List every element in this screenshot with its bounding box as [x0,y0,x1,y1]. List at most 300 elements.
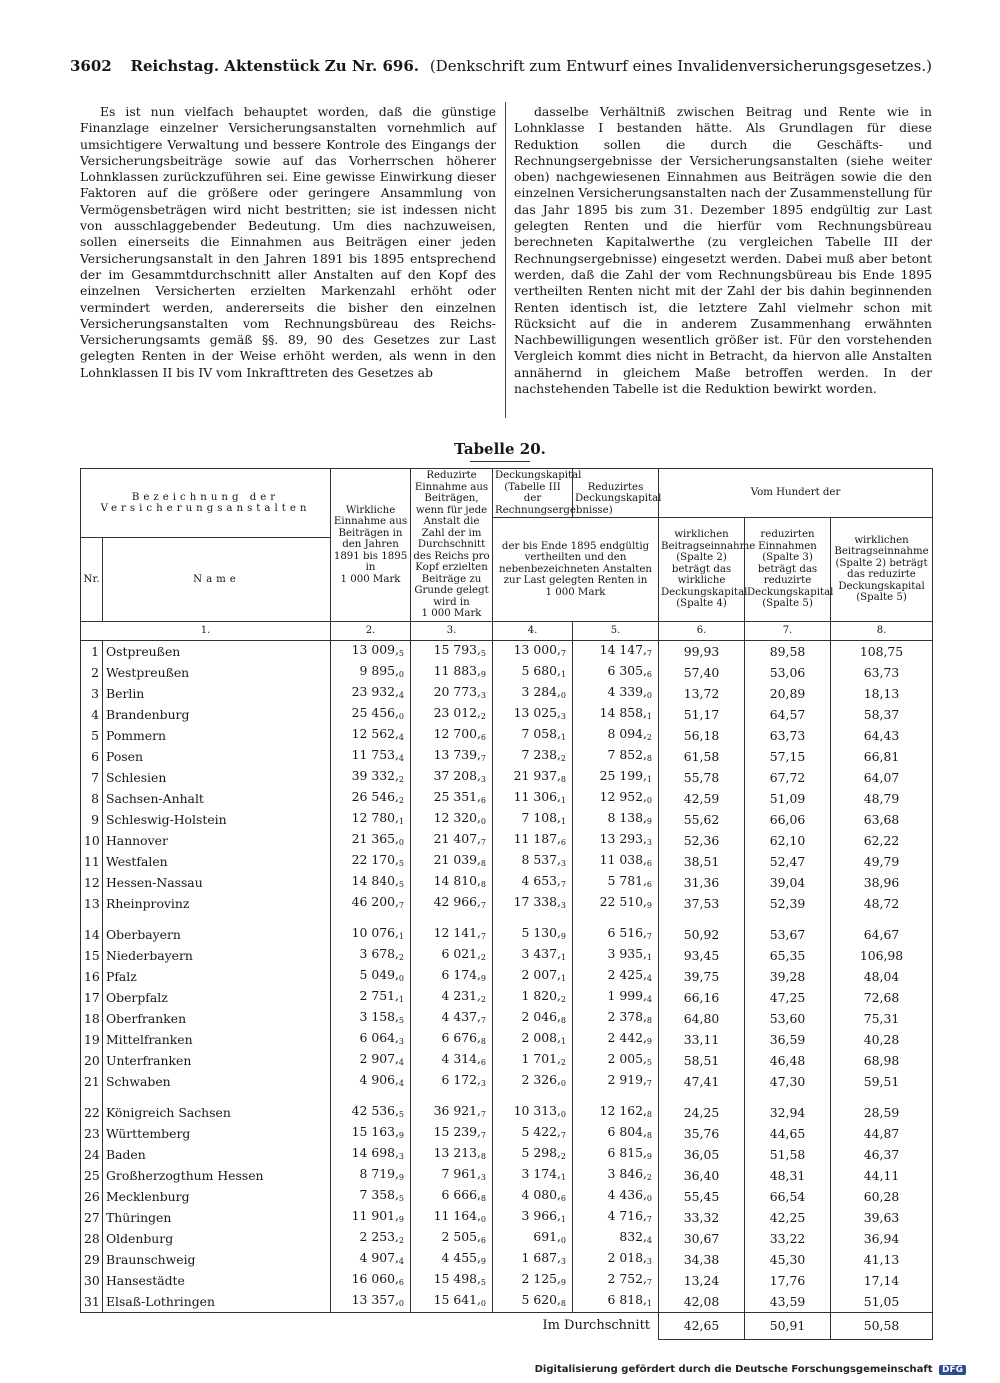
decimal-digit: 1 [560,669,567,679]
table-row [81,1050,933,1071]
cell-nr: 13 [81,893,103,914]
cell-c6: 33,11 [659,1029,745,1050]
average-row [81,1312,933,1339]
decimal-digit: 4 [398,1256,405,1266]
cell-c2: 2 $253,_2$ [331,1228,411,1249]
cell-c4: 1 $701,_2$ [493,1050,573,1071]
cell-c6: 42,08 [659,1291,745,1313]
cell-nr: 12 [81,872,103,893]
cell-c8: 46,37 [831,1144,933,1165]
average-c7: 50,91 [745,1312,831,1339]
cell-name: Württemberg [103,1123,331,1144]
cell-c7: 57,15 [745,746,831,767]
cell-c7: 51,58 [745,1144,831,1165]
header-subtitle: (Denkschrift zum Entwurf eines Invalidenversicherungsgesetzes.) [429,57,932,75]
cell-c2: 14 $840,_5$ [331,872,411,893]
cell-nr: 4 [81,704,103,725]
cell-c3: 15 $641,_0$ [411,1291,493,1313]
decimal-digit: 3 [480,690,487,700]
cell-c3: 15 $498,_5$ [411,1270,493,1291]
decimal-digit: 0 [398,711,405,721]
cell-c5: 8 $094,_2$ [573,725,659,746]
cell-c4: 7 $108,_1$ [493,809,573,830]
cell-c2: 14 $698,_3$ [331,1144,411,1165]
cell-name: Mittelfranken [103,1029,331,1050]
cell-c3: 6 $021,_2$ [411,945,493,966]
table-row [81,945,933,966]
cell-c8: 58,37 [831,704,933,725]
cell-nr: 18 [81,1008,103,1029]
cell-nr: 1 [81,640,103,662]
cell-nr: 29 [81,1249,103,1270]
decimal-digit: 3 [480,1078,487,1088]
column-divider [505,102,506,418]
decimal-digit: 4 [398,690,405,700]
cell-c6: 50,92 [659,924,745,945]
cell-c4: 21 $937,_8$ [493,767,573,788]
column-index: 5. [573,621,659,640]
column-index: 2. [331,621,411,640]
decimal-digit: 8 [646,1109,653,1119]
spacer-cell [411,1092,493,1102]
spacer-cell [831,914,933,924]
cell-c8: 48,04 [831,966,933,987]
decimal-digit: 2 [646,1172,653,1182]
cell-name: Sachsen-Anhalt [103,788,331,809]
cell-c3: 37 $208,_3$ [411,767,493,788]
cell-c5: 14 $858,_1$ [573,704,659,725]
decimal-digit: 7 [646,1214,653,1224]
cell-c8: 63,73 [831,662,933,683]
table-row [81,809,933,830]
decimal-digit: 0 [398,669,405,679]
cell-c5: 14 $147,_7$ [573,640,659,662]
decimal-digit: 4 [398,1078,405,1088]
spacer-cell [573,1092,659,1102]
decimal-digit: 2 [560,753,567,763]
cell-c7: 53,67 [745,924,831,945]
cell-c7: 45,30 [745,1249,831,1270]
cell-c7: 89,58 [745,640,831,662]
cell-name: Berlin [103,683,331,704]
cell-c7: 33,22 [745,1228,831,1249]
decimal-digit: 0 [560,1078,567,1088]
cell-c4: 3 $284,_0$ [493,683,573,704]
spacer-cell [659,1092,745,1102]
cell-c7: 67,72 [745,767,831,788]
decimal-digit: 9 [646,1151,653,1161]
decimal-digit: 4 [398,753,405,763]
table-body [81,621,933,1339]
cell-c4: 3 $174,_1$ [493,1165,573,1186]
cell-c6: 36,40 [659,1165,745,1186]
decimal-digit: 9 [560,931,567,941]
average-blank [81,1312,493,1339]
cell-c2: 26 $546,_2$ [331,788,411,809]
cell-c7: 39,04 [745,872,831,893]
decimal-digit: 4 [398,1057,405,1067]
spacer-cell [659,914,745,924]
cell-nr: 22 [81,1102,103,1123]
decimal-digit: 5 [398,879,405,889]
footer-credit [535,1364,966,1375]
decimal-digit: 7 [480,1015,487,1025]
cell-name: Braunschweig [103,1249,331,1270]
cell-c5: 4 $436,_0$ [573,1186,659,1207]
decimal-digit: 7 [398,900,405,910]
header-col45-text: der bis Ende 1895 endgültig vertheilten und den nebenbezeichneten Anstalten zur Last gelegten Renten in [499,540,652,586]
cell-nr: 9 [81,809,103,830]
header-col3-unit: 1 000 Mark [421,608,482,619]
decimal-digit: 0 [646,1193,653,1203]
table-row [81,725,933,746]
header-col6: wirklichen Beitragseinnahme (Spalte 2) beträgt das wirkliche Deckungskapital (Spalte 4) [659,518,745,622]
cell-c3: 6 $676,_8$ [411,1029,493,1050]
decimal-digit: 2 [646,732,653,742]
cell-c6: 93,45 [659,945,745,966]
cell-c4: 11 $187,_6$ [493,830,573,851]
cell-c5: 6 $305,_6$ [573,662,659,683]
cell-c7: 36,59 [745,1029,831,1050]
cell-c6: 30,67 [659,1228,745,1249]
cell-name: Hessen-Nassau [103,872,331,893]
table-container [80,468,932,1333]
header-col5: Reduzirtes Deckungskapital [573,469,659,518]
spacer-cell [81,1092,103,1102]
cell-c4: 7 $058,_1$ [493,725,573,746]
decimal-digit: 2 [480,952,487,962]
decimal-digit: 8 [646,753,653,763]
decimal-digit: 8 [480,1151,487,1161]
cell-nr: 5 [81,725,103,746]
decimal-digit: 3 [560,900,567,910]
column-index-row [81,621,933,640]
cell-c3: 12 $141,_7$ [411,924,493,945]
cell-name: Ostpreußen [103,640,331,662]
cell-c3: 13 $739,_7$ [411,746,493,767]
decimal-digit: 0 [398,973,405,983]
decimal-digit: 1 [560,795,567,805]
decimal-digit: 1 [560,732,567,742]
cell-c3: 11 $883,_9$ [411,662,493,683]
table-row [81,1071,933,1092]
cell-c8: 44,87 [831,1123,933,1144]
cell-c2: 2 $751,_1$ [331,987,411,1008]
decimal-digit: 6 [480,1235,487,1245]
decimal-digit: 6 [560,837,567,847]
cell-nr: 3 [81,683,103,704]
table-row [81,1270,933,1291]
cell-c5: 3 $935,_1$ [573,945,659,966]
decimal-digit: 3 [560,858,567,868]
cell-c7: 62,10 [745,830,831,851]
table-row [81,1008,933,1029]
decimal-digit: 5 [646,1057,653,1067]
table-row [81,1228,933,1249]
decimal-digit: 2 [480,711,487,721]
cell-c6: 51,17 [659,704,745,725]
cell-c4: 1 $820,_2$ [493,987,573,1008]
decimal-digit: 1 [646,952,653,962]
decimal-digit: 0 [646,690,653,700]
cell-c2: 2 $907,_4$ [331,1050,411,1071]
cell-c3: 25 $351,_6$ [411,788,493,809]
cell-c7: 53,06 [745,662,831,683]
cell-c2: 8 $719,_9$ [331,1165,411,1186]
cell-c7: 47,30 [745,1071,831,1092]
cell-c8: 108,75 [831,640,933,662]
cell-c5: 12 $162,_8$ [573,1102,659,1123]
decimal-digit: 1 [398,816,405,826]
table-row [81,788,933,809]
cell-c5: 7 $852,_8$ [573,746,659,767]
decimal-digit: 8 [646,1015,653,1025]
header-col2-unit: 1 000 Mark [340,573,401,585]
decimal-digit: 7 [480,931,487,941]
cell-c7: 48,31 [745,1165,831,1186]
cell-c2: 3 $678,_2$ [331,945,411,966]
cell-c8: 17,14 [831,1270,933,1291]
cell-name: Posen [103,746,331,767]
table-row [81,924,933,945]
cell-name: Oberpfalz [103,987,331,1008]
cell-c4: 5 $422,_7$ [493,1123,573,1144]
decimal-digit: 9 [646,816,653,826]
average-label: Im Durchschnitt [493,1312,659,1339]
cell-c5: 2 $425,_4$ [573,966,659,987]
cell-c3: 36 $921,_7$ [411,1102,493,1123]
cell-nr: 31 [81,1291,103,1313]
table-row [81,830,933,851]
cell-c8: 60,28 [831,1186,933,1207]
decimal-digit: 5 [398,648,405,658]
decimal-digit: 3 [480,774,487,784]
cell-c5: 5 $781,_6$ [573,872,659,893]
cell-c8: 75,31 [831,1008,933,1029]
cell-nr: 14 [81,924,103,945]
cell-nr: 26 [81,1186,103,1207]
decimal-digit: 1 [646,711,653,721]
table-title: Tabelle 20. [454,440,546,458]
decimal-digit: 6 [646,858,653,868]
cell-name: Mecklenburg [103,1186,331,1207]
table-row [81,683,933,704]
cell-c3: 13 $213,_8$ [411,1144,493,1165]
decimal-digit: 8 [646,1130,653,1140]
decimal-digit: 7 [560,1130,567,1140]
cell-c6: 34,38 [659,1249,745,1270]
cell-c8: 51,05 [831,1291,933,1313]
cell-c7: 20,89 [745,683,831,704]
cell-name: Pommern [103,725,331,746]
cell-c2: 12 $562,_4$ [331,725,411,746]
table-row [81,851,933,872]
cell-nr: 30 [81,1270,103,1291]
paragraph-left: Es ist nun vielfach behauptet worden, daß die günstige Finanzlage einzelner Versicherungsanstalten vornehmlich auf umsichtigere Verwaltung und bessere Kontrole des Eingangs der Versicherungsbeiträge sowie auf das Vorherrschen höherer Lohnklassen zurückzuführen sei. Eine gewisse Einwirkung dieser Faktoren auf die größere oder geringere Ansammlung von Vermögensbeträgen wird nicht bestritten; sie ist indessen nicht von ausschlaggebender Bedeutung. Um dies nachzuweisen, sollen einerseits die Einnahmen aus Beiträgen einer jeden Versicherungsanstalt in den Jahren 1891 bis 1895 entsprechend der im Gesammtdurchschnitt aller Anstalten auf den Kopf des einzelnen Versicherten erzielten Markenzahl erhöht oder vermindert werden, andererseits die bisher den einzelnen Versicherungsanstalten vom Rechnungsbüreau des Reichs-Versicherungsamts gemäß §§. 89, 90 des Gesetzes zur Last gelegten Renten in der Weise erhöht werden, als wenn in den Lohnklassen II bis IV vom Inkrafttreten des Gesetzes ab [80,104,496,380]
table-row [81,1249,933,1270]
cell-c4: 2 $046,_8$ [493,1008,573,1029]
table-row [81,767,933,788]
cell-c7: 43,59 [745,1291,831,1313]
cell-c8: 40,28 [831,1029,933,1050]
column-index: 6. [659,621,745,640]
cell-c3: 15 $793,_5$ [411,640,493,662]
header-nr: Nr. [81,538,103,622]
table-row [81,1102,933,1123]
decimal-digit: 1 [560,1214,567,1224]
decimal-digit: 3 [646,837,653,847]
cell-c4: 2 $326,_0$ [493,1071,573,1092]
cell-name: Rheinprovinz [103,893,331,914]
header-name: Name [103,538,331,622]
cell-name: Hannover [103,830,331,851]
decimal-digit: 2 [560,1057,567,1067]
cell-c8: 18,13 [831,683,933,704]
cell-c6: 38,51 [659,851,745,872]
cell-name: Hansestädte [103,1270,331,1291]
decimal-digit: 7 [560,879,567,889]
cell-c3: 21 $407,_7$ [411,830,493,851]
decimal-digit: 3 [398,1036,405,1046]
cell-name: Schlesien [103,767,331,788]
cell-c8: 64,43 [831,725,933,746]
cell-c5: 25 $199,_1$ [573,767,659,788]
table-row [81,1207,933,1228]
decimal-digit: 0 [646,795,653,805]
cell-c4: 7 $238,_2$ [493,746,573,767]
decimal-digit: 9 [480,669,487,679]
cell-c8: 72,68 [831,987,933,1008]
decimal-digit: 0 [480,816,487,826]
column-index: 8. [831,621,933,640]
decimal-digit: 6 [398,1277,405,1287]
cell-name: Oldenburg [103,1228,331,1249]
cell-c7: 65,35 [745,945,831,966]
decimal-digit: 8 [480,858,487,868]
cell-c4: 11 $306,_1$ [493,788,573,809]
footer-text: Digitalisierung gefördert durch die Deutsche Forschungsgemeinschaft [534,1364,933,1375]
table-row [81,1029,933,1050]
cell-c6: 13,24 [659,1270,745,1291]
cell-c3: 4 $314,_6$ [411,1050,493,1071]
cell-c7: 53,60 [745,1008,831,1029]
decimal-digit: 1 [560,952,567,962]
decimal-digit: 7 [480,1130,487,1140]
table-row [81,1144,933,1165]
cell-c8: 63,68 [831,809,933,830]
decimal-digit: 1 [646,1298,653,1308]
cell-c6: 52,36 [659,830,745,851]
cell-name: Brandenburg [103,704,331,725]
cell-c5: 13 $293,_3$ [573,830,659,851]
cell-c7: 44,65 [745,1123,831,1144]
decimal-digit: 5 [398,858,405,868]
cell-c2: 10 $076,_1$ [331,924,411,945]
cell-c8: 68,98 [831,1050,933,1071]
cell-c2: 7 $358,_5$ [331,1186,411,1207]
cell-c3: 7 $961,_3$ [411,1165,493,1186]
decimal-digit: 7 [480,1109,487,1119]
group-spacer [81,914,933,924]
decimal-digit: 0 [480,1298,487,1308]
decimal-digit: 4 [646,994,653,1004]
cell-c7: 17,76 [745,1270,831,1291]
cell-c5: 2 $018,_3$ [573,1249,659,1270]
spacer-cell [493,1092,573,1102]
cell-c6: 66,16 [659,987,745,1008]
cell-c6: 24,25 [659,1102,745,1123]
decimal-digit: 0 [398,1298,405,1308]
cell-c8: 39,63 [831,1207,933,1228]
cell-c3: 6 $174,_9$ [411,966,493,987]
cell-c7: 66,54 [745,1186,831,1207]
cell-c5: 4 $716,_7$ [573,1207,659,1228]
cell-c2: 15 $163,_9$ [331,1123,411,1144]
cell-c5: 1 $999,_4$ [573,987,659,1008]
decimal-digit: 9 [398,1214,405,1224]
decimal-digit: 1 [560,1172,567,1182]
table-row [81,893,933,914]
decimal-digit: 3 [560,1256,567,1266]
cell-c4: 3 $966,_1$ [493,1207,573,1228]
decimal-digit: 8 [560,1298,567,1308]
cell-nr: 11 [81,851,103,872]
cell-c3: 6 $172,_3$ [411,1071,493,1092]
cell-c8: 64,67 [831,924,933,945]
decimal-digit: 7 [646,931,653,941]
cell-c6: 55,78 [659,767,745,788]
cell-c2: 13 $357,_0$ [331,1291,411,1313]
cell-c4: 13 $025,_3$ [493,704,573,725]
decimal-digit: 0 [480,1214,487,1224]
decimal-digit: 9 [398,1130,405,1140]
cell-name: Westfalen [103,851,331,872]
decimal-digit: 7 [480,837,487,847]
header-col4: Deckungskapital (Tabelle III der Rechnungsergebnisse) [493,469,573,518]
decimal-digit: 1 [560,816,567,826]
cell-c3: 4 $437,_7$ [411,1008,493,1029]
cell-nr: 23 [81,1123,103,1144]
cell-c5: 8 $138,_9$ [573,809,659,830]
column-index: 7. [745,621,831,640]
cell-c5: 3 $846,_2$ [573,1165,659,1186]
text-column-left [80,104,496,381]
decimal-digit: 1 [398,994,405,1004]
decimal-digit: 5 [480,1277,487,1287]
cell-c7: 46,48 [745,1050,831,1071]
spacer-cell [745,914,831,924]
header-col2-text: Wirkliche Einnahme aus Beiträgen in den Jahren 1891 bis 1895 in [333,504,408,573]
cell-c7: 66,06 [745,809,831,830]
cell-c2: 25 $456,_0$ [331,704,411,725]
cell-name: Unterfranken [103,1050,331,1071]
decimal-digit: 0 [560,690,567,700]
decimal-digit: 8 [480,1193,487,1203]
table-row [81,704,933,725]
decimal-digit: 6 [480,1057,487,1067]
cell-c2: 39 $332,_2$ [331,767,411,788]
cell-nr: 19 [81,1029,103,1050]
decimal-digit: 5 [398,1109,405,1119]
cell-c4: 3 $437,_1$ [493,945,573,966]
cell-c4: $691,_0$ [493,1228,573,1249]
cell-c2: 5 $049,_0$ [331,966,411,987]
cell-c5: 2 $378,_8$ [573,1008,659,1029]
cell-c5: 11 $038,_6$ [573,851,659,872]
decimal-digit: 0 [560,1109,567,1119]
decimal-digit: 8 [560,1015,567,1025]
decimal-digit: 3 [560,711,567,721]
